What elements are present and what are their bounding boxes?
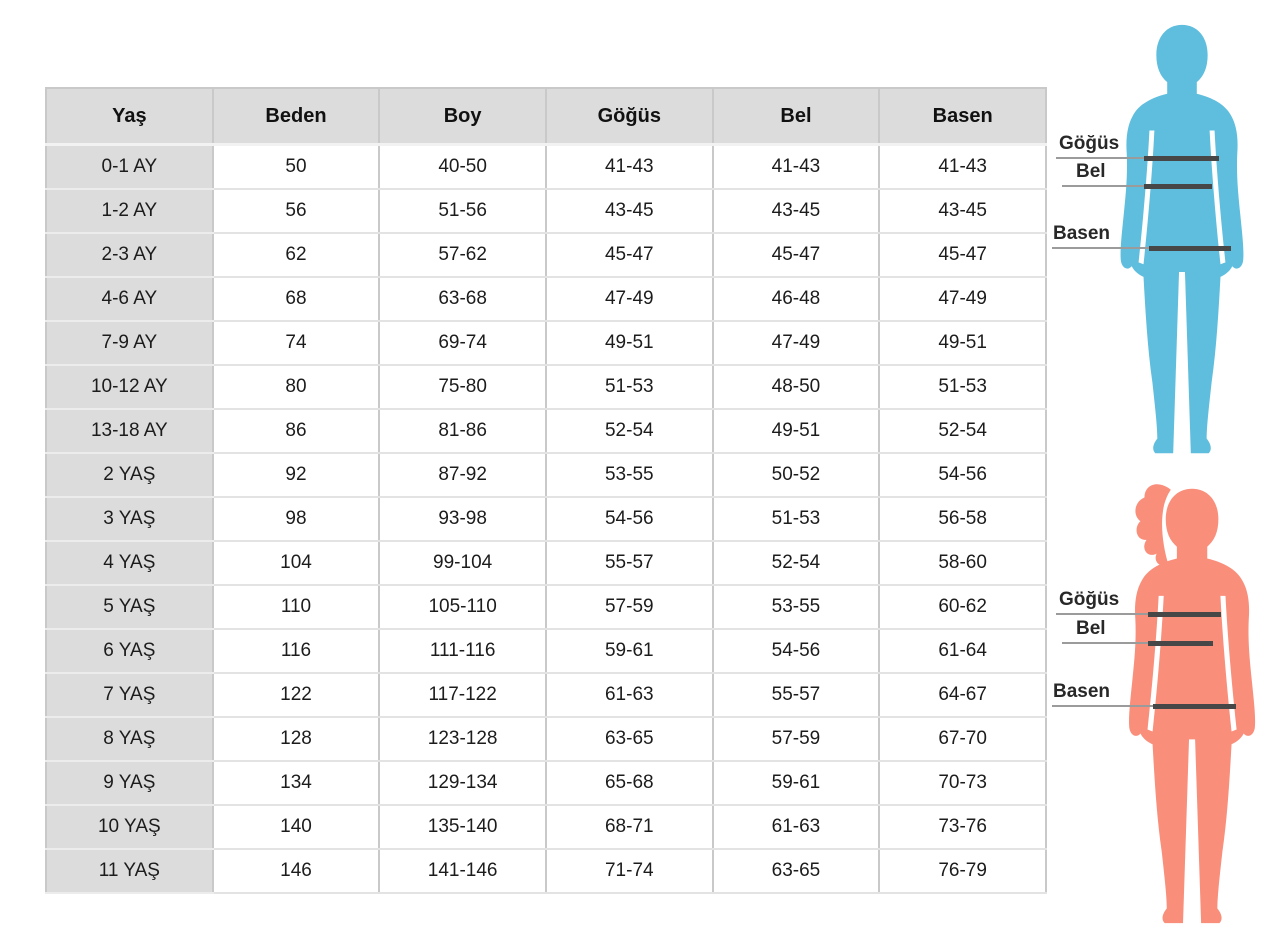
table-cell: 40-50 (379, 145, 546, 190)
table-cell: 61-64 (879, 629, 1046, 673)
row-header-cell: 10-12 AY (46, 365, 213, 409)
table-cell: 67-70 (879, 717, 1046, 761)
table-cell: 87-92 (379, 453, 546, 497)
table-cell: 70-73 (879, 761, 1046, 805)
row-header-cell: 9 YAŞ (46, 761, 213, 805)
header-row (46, 88, 1046, 145)
table-cell: 65-68 (546, 761, 713, 805)
table-cell: 71-74 (546, 849, 713, 893)
table-cell: 50 (213, 145, 380, 190)
table-cell: 68 (213, 277, 380, 321)
table-cell: 50-52 (713, 453, 880, 497)
boy-hip-label: Basen (1053, 223, 1111, 244)
table-cell: 54-56 (879, 453, 1046, 497)
table-cell: 93-98 (379, 497, 546, 541)
table-cell: 98 (213, 497, 380, 541)
table-cell: 54-56 (713, 629, 880, 673)
table-cell: 57-62 (379, 233, 546, 277)
table-cell: 74 (213, 321, 380, 365)
table-row (46, 849, 1046, 893)
table-row (46, 189, 1046, 233)
table-cell: 52-54 (879, 409, 1046, 453)
table-cell: 41-43 (546, 145, 713, 190)
row-header-cell: 0-1 AY (46, 145, 213, 190)
column-header: Basen (879, 88, 1046, 145)
table-cell: 60-62 (879, 585, 1046, 629)
table-cell: 51-56 (379, 189, 546, 233)
column-header: Bel (713, 88, 880, 145)
table-cell: 53-55 (546, 453, 713, 497)
table-cell: 57-59 (713, 717, 880, 761)
table-cell: 141-146 (379, 849, 546, 893)
table-cell: 47-49 (713, 321, 880, 365)
table-cell: 61-63 (546, 673, 713, 717)
table-row (46, 365, 1046, 409)
column-header: Boy (379, 88, 546, 145)
table-row (46, 629, 1046, 673)
table-row (46, 497, 1046, 541)
table-row (46, 321, 1046, 365)
table-row (46, 585, 1046, 629)
row-header-cell: 11 YAŞ (46, 849, 213, 893)
table-cell: 55-57 (713, 673, 880, 717)
table-cell: 146 (213, 849, 380, 893)
table-cell: 110 (213, 585, 380, 629)
table-cell: 64-67 (879, 673, 1046, 717)
table-cell: 56 (213, 189, 380, 233)
table-cell: 43-45 (546, 189, 713, 233)
table-cell: 43-45 (879, 189, 1046, 233)
table-cell: 46-48 (713, 277, 880, 321)
table-row (46, 717, 1046, 761)
table-cell: 51-53 (713, 497, 880, 541)
size-table-body (46, 145, 1046, 894)
table-cell: 47-49 (546, 277, 713, 321)
table-cell: 92 (213, 453, 380, 497)
table-cell: 53-55 (713, 585, 880, 629)
table-row (46, 673, 1046, 717)
row-header-cell: 7-9 AY (46, 321, 213, 365)
table-cell: 68-71 (546, 805, 713, 849)
row-header-cell: 6 YAŞ (46, 629, 213, 673)
table-cell: 69-74 (379, 321, 546, 365)
size-table (45, 87, 1047, 894)
boy-chest-label: Göğüs (1059, 133, 1120, 154)
girl-hip-label: Basen (1053, 681, 1111, 702)
ponytail-shape (1135, 484, 1170, 565)
table-cell: 51-53 (546, 365, 713, 409)
table-cell: 80 (213, 365, 380, 409)
row-header-cell: 2-3 AY (46, 233, 213, 277)
row-header-cell: 13-18 AY (46, 409, 213, 453)
table-cell: 58-60 (879, 541, 1046, 585)
table-cell: 129-134 (379, 761, 546, 805)
girl-hip-measure (1052, 681, 1236, 707)
table-cell: 122 (213, 673, 380, 717)
table-cell: 104 (213, 541, 380, 585)
girl-waist-measure-line (1148, 641, 1213, 646)
table-cell: 111-116 (379, 629, 546, 673)
table-cell: 63-68 (379, 277, 546, 321)
table-cell: 134 (213, 761, 380, 805)
row-header-cell: 4 YAŞ (46, 541, 213, 585)
table-cell: 49-51 (546, 321, 713, 365)
girl-waist-label: Bel (1076, 618, 1106, 639)
table-cell: 116 (213, 629, 380, 673)
table-cell: 52-54 (546, 409, 713, 453)
table-cell: 61-63 (713, 805, 880, 849)
table-cell: 49-51 (713, 409, 880, 453)
table-cell: 128 (213, 717, 380, 761)
table-cell: 41-43 (879, 145, 1046, 190)
table-cell: 63-65 (713, 849, 880, 893)
column-header: Beden (213, 88, 380, 145)
table-cell: 123-128 (379, 717, 546, 761)
boy-waist-label: Bel (1076, 161, 1106, 182)
girl-hip-measure-line (1153, 704, 1236, 709)
table-row (46, 277, 1046, 321)
boy-chest-measure (1056, 133, 1219, 159)
table-cell: 73-76 (879, 805, 1046, 849)
table-cell: 99-104 (379, 541, 546, 585)
table-row (46, 233, 1046, 277)
table-cell: 140 (213, 805, 380, 849)
table-row (46, 145, 1046, 190)
table-cell: 105-110 (379, 585, 546, 629)
table-cell: 59-61 (713, 761, 880, 805)
row-header-cell: 2 YAŞ (46, 453, 213, 497)
row-header-cell: 7 YAŞ (46, 673, 213, 717)
table-cell: 43-45 (713, 189, 880, 233)
table-row (46, 805, 1046, 849)
boy-waist-measure (1062, 161, 1212, 187)
table-cell: 117-122 (379, 673, 546, 717)
girl-chest-label: Göğüs (1059, 589, 1120, 610)
table-row (46, 409, 1046, 453)
table-cell: 51-53 (879, 365, 1046, 409)
row-header-cell: 3 YAŞ (46, 497, 213, 541)
row-header-cell: 4-6 AY (46, 277, 213, 321)
table-cell: 59-61 (546, 629, 713, 673)
table-cell: 62 (213, 233, 380, 277)
girl-chest-measure (1056, 589, 1221, 615)
girl-waist-measure (1062, 618, 1213, 644)
column-header: Yaş (46, 88, 213, 145)
table-cell: 56-58 (879, 497, 1046, 541)
table-cell: 41-43 (713, 145, 880, 190)
table-row (46, 761, 1046, 805)
table-cell: 55-57 (546, 541, 713, 585)
table-cell: 81-86 (379, 409, 546, 453)
table-cell: 45-47 (713, 233, 880, 277)
boy-hip-measure-line (1149, 246, 1231, 251)
table-cell: 63-65 (546, 717, 713, 761)
table-cell: 49-51 (879, 321, 1046, 365)
row-header-cell: 8 YAŞ (46, 717, 213, 761)
table-cell: 135-140 (379, 805, 546, 849)
column-header: Göğüs (546, 88, 713, 145)
table-cell: 48-50 (713, 365, 880, 409)
row-header-cell: 10 YAŞ (46, 805, 213, 849)
row-header-cell: 5 YAŞ (46, 585, 213, 629)
table-cell: 45-47 (546, 233, 713, 277)
table-cell: 54-56 (546, 497, 713, 541)
table-row (46, 541, 1046, 585)
table-cell: 45-47 (879, 233, 1046, 277)
row-header-cell: 1-2 AY (46, 189, 213, 233)
boy-hip-measure (1052, 223, 1231, 249)
boy-waist-measure-line (1144, 184, 1212, 189)
table-row (46, 453, 1046, 497)
size-table-header (46, 88, 1046, 145)
table-cell: 57-59 (546, 585, 713, 629)
girl-chest-measure-line (1148, 612, 1221, 617)
table-cell: 47-49 (879, 277, 1046, 321)
table-cell: 86 (213, 409, 380, 453)
table-cell: 52-54 (713, 541, 880, 585)
table-cell: 76-79 (879, 849, 1046, 893)
table-cell: 75-80 (379, 365, 546, 409)
